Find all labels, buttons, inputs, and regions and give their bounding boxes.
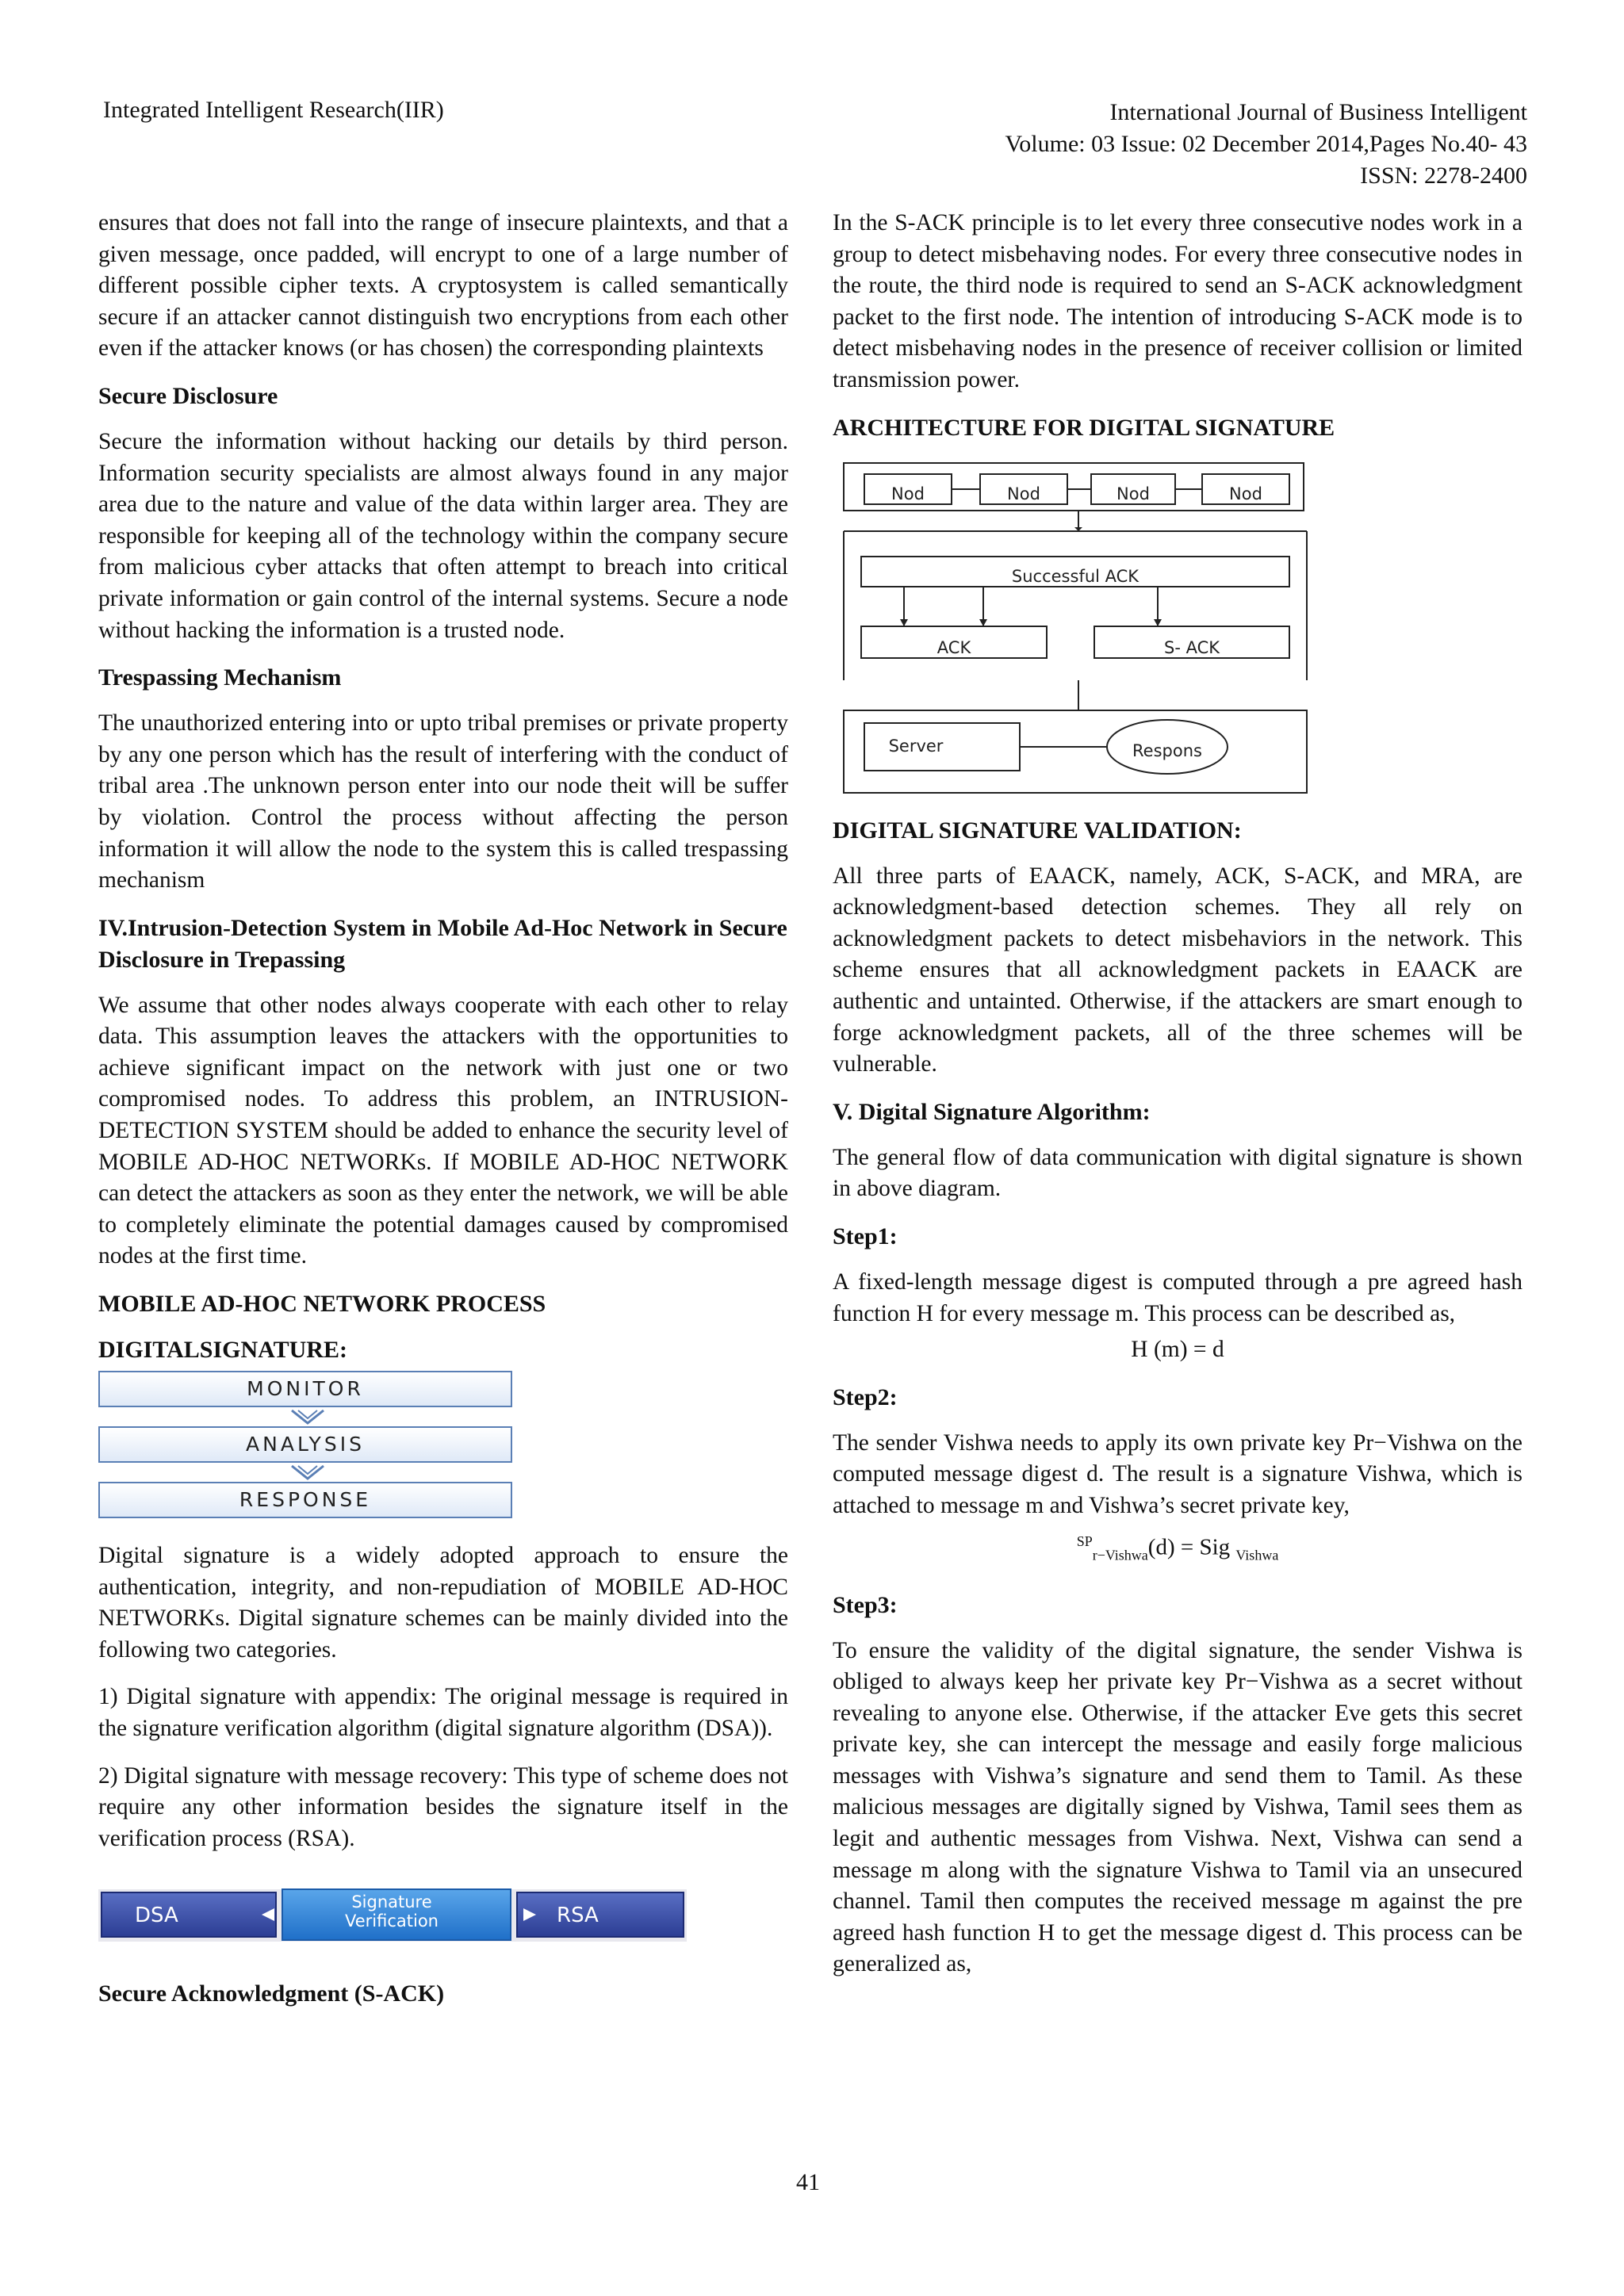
digital-signature-heading: DIGITALSIGNATURE: — [98, 1337, 347, 1364]
monitor-box: MONITOR — [98, 1371, 512, 1407]
successful-ack-label: Successful ACK — [1011, 566, 1139, 586]
algorithm-paragraph: The general flow of data communication with digital signature is shown in above diagram. — [833, 1144, 1522, 1202]
formula-sup: SP — [1076, 1533, 1093, 1550]
node-label: Nod — [1116, 484, 1150, 503]
sack-heading: Secure Acknowledgment (S-ACK) — [98, 1980, 445, 2007]
journal-volume: Volume: 03 Issue: 02 December 2014,Pages No.40- 43 — [1005, 131, 1527, 157]
hash-formula: H (m) = d — [1131, 1337, 1224, 1363]
secure-disclosure-paragraph: Secure the information without hacking our details by third person. Information security specialists are almost always found in any major area due to the nature and value of the data within larger area. They are responsible for keeping all of the technology within the company secure from malicious cyber attacks that often attempt to breach into critical private information or gain control of the internal systems. Secure a node without hacking the information is a trusted node. — [98, 428, 788, 643]
sack-paragraph: In the S-ACK principle is to let every three consecutive nodes work in a group to detect misbehaving nodes. For every three consecutive nodes in the route, the third node is required to send an S-ACK acknowledgment packet to the first node. The intention of introducing S-ACK mode is to detect misbehaving nodes in the presence of receiver collision or limited transmission power. — [833, 210, 1522, 392]
rsa-label: RSA — [557, 1904, 599, 1928]
analysis-box: ANALYSIS — [98, 1426, 512, 1463]
journal-left-header: Integrated Intelligent Research(IIR) — [103, 97, 444, 123]
journal-right-header — [814, 97, 1527, 192]
step2-heading: Step2: — [833, 1383, 898, 1410]
formula-sub-key: r−Vishwa — [1092, 1547, 1148, 1563]
formula-middle: (d) = Sig — [1147, 1535, 1231, 1561]
node-label: Nod — [1007, 484, 1040, 503]
signature-label-line2: Verification — [345, 1911, 439, 1931]
intro-paragraph: ensures that does not fall into the range of insecure plaintexts, and that a given message, once padded, will encrypt to one of a large number of different possible cipher texts. A cryptosystem is called semantically secure if an attacker cannot distinguish two encryptions from each other even if the attacker knows (or has chosen) the corresponding plaintexts — [98, 210, 788, 362]
ack-label: ACK — [936, 637, 971, 657]
ids-heading: IV.Intrusion-Detection System in Mobile Ad-Hoc Network in Secure Disclosure in Trepassing — [98, 914, 787, 973]
step2-paragraph: The sender Vishwa needs to apply its own private key Pr−Vishwa on the computed message digest d. The result is a signature Vishwa, which is attached to message m and Vishwa’s secret private key, — [833, 1429, 1522, 1518]
server-label: Server — [888, 736, 944, 756]
signature-verification-label — [328, 1892, 455, 1931]
down-arrow-icon — [276, 1409, 339, 1425]
dsa-label: DSA — [135, 1904, 178, 1928]
architecture-heading: ARCHITECTURE FOR DIGITAL SIGNATURE — [833, 414, 1335, 441]
ids-paragraph: We assume that other nodes always cooperate with each other to relay data. This assumption leaves the attackers with the opportunities to achieve significant impact on the network with just one or two compromised nodes. To address this problem, an INTRUSION-DETECTION SYSTEM should be added to enhance the security level of MOBILE AD-HOC NETWORKs. If MOBILE AD-HOC NETWORK can detect the attackers as soon as they enter the network, we will be able to completely eliminate the potential damages caused by compromised nodes at the first time. — [98, 992, 788, 1269]
journal-name: International Journal of Business Intelligent — [1109, 99, 1527, 125]
journal-issn: ISSN: 2278-2400 — [1360, 163, 1527, 189]
node-label: Nod — [891, 484, 925, 503]
signature-formula — [833, 1526, 1522, 1571]
validation-heading: DIGITAL SIGNATURE VALIDATION: — [833, 817, 1242, 844]
s-ack-label: S- ACK — [1163, 637, 1220, 657]
architecture-diagram — [841, 458, 1310, 801]
step3-paragraph: To ensure the validity of the digital signature, the sender Vishwa is obliged to always keep her private key Pr−Vishwa as a secret without revealing to anyone else. Otherwise, if the attacker Eve gets this secret private key, she can intercept the message and easily forge malicious messages with Vishwa’s signature and send them to Tamil. As these malicious messages are digitally signed by Vishwa, Tamil sees them as legit and authentic messages from Vishwa. Next, Vishwa can send a message m along with the signature Vishwa to Tamil via an unsecured channel. Tamil then computes the received message m against the pre agreed hash function H to get the message digest d. This process can be generalized as, — [833, 1637, 1522, 1977]
step1-paragraph: A fixed-length message digest is computed through a pre agreed hash function H for every message m. This process can be described as, — [833, 1269, 1522, 1326]
right-column — [833, 208, 1522, 1996]
response-box: RESPONSE — [98, 1482, 512, 1518]
recovery-paragraph: 2) Digital signature with message recovery: This type of scheme does not require any other information besides the signature itself in the verification process (RSA). — [98, 1762, 788, 1851]
trespassing-heading: Trespassing Mechanism — [98, 664, 342, 691]
response-label: Respons — [1132, 740, 1202, 760]
signature-verification-banner — [98, 1886, 687, 1945]
process-heading: MOBILE AD-HOC NETWORK PROCESS — [98, 1291, 546, 1318]
node-label: Nod — [1229, 484, 1262, 503]
secure-disclosure-heading: Secure Disclosure — [98, 382, 278, 409]
validation-paragraph: All three parts of EAACK, namely, ACK, S-ACK, and MRA, are acknowledgment-based detection schemes. They all rely on acknowledgment packets to detect misbehaviors in the network. This scheme ensures that all acknowledgment packets in EAACK are authentic and untainted. Otherwise, if the attackers are smart enough to forge acknowledgment packets, all of the three schemes will be vulnerable. — [833, 863, 1522, 1077]
process-diagram — [98, 1371, 519, 1520]
step1-heading: Step1: — [833, 1223, 898, 1249]
step3-heading: Step3: — [833, 1591, 898, 1618]
signature-label-line1: Signature — [351, 1892, 432, 1912]
digital-signature-paragraph: Digital signature is a widely adopted approach to ensure the authentication, integrity, and non-repudiation of MOBILE AD-HOC NETWORKs. Digital signature schemes can be mainly divided into the following two categories. — [98, 1543, 788, 1663]
appendix-paragraph: 1) Digital signature with appendix: The original message is required in the signature verification algorithm (digital signature algorithm (DSA)). — [98, 1684, 788, 1741]
formula-sub-sig: Vishwa — [1235, 1547, 1279, 1563]
page-number: 41 — [796, 2169, 820, 2195]
left-column — [98, 208, 788, 2024]
trespassing-paragraph: The unauthorized entering into or upto tribal premises or private property by any one person which has the result of interfering with the conduct of tribal area .The unknown person enter into our node theit will be suffer by violation. Control the process without affecting the person information it will allow the node to the system this is called trespassing mechanism — [98, 710, 788, 894]
down-arrow-icon — [276, 1464, 339, 1480]
algorithm-heading: V. Digital Signature Algorithm: — [833, 1098, 1151, 1125]
